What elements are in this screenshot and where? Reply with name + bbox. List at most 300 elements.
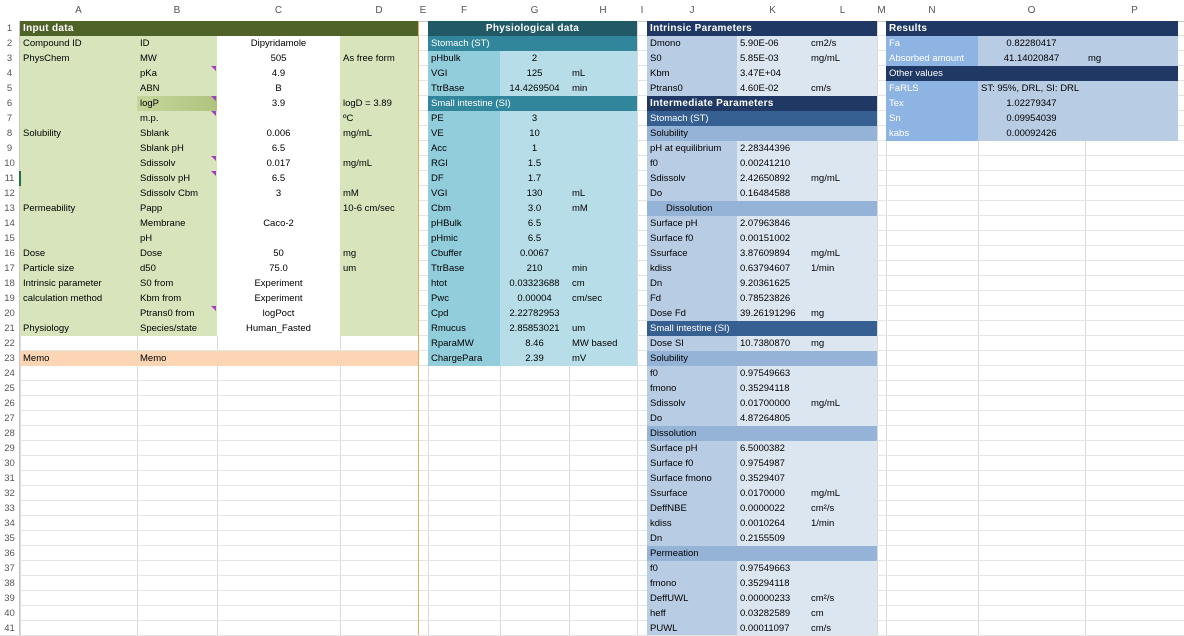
intr-value-cell[interactable]: 0.63794607 (740, 263, 791, 274)
input-category-cell[interactable] (20, 96, 137, 111)
intr-value-cell[interactable]: 0.3529407 (740, 473, 785, 484)
input-category-cell[interactable]: Memo (23, 353, 50, 364)
results-param-cell[interactable]: Absorbed amount (889, 53, 964, 64)
physio-unit-cell[interactable] (569, 171, 637, 186)
input-unit-cell[interactable]: mg (343, 248, 357, 259)
row-header-37[interactable]: 37 (4, 563, 15, 574)
input-value-cell[interactable] (217, 111, 340, 126)
input-category-cell[interactable] (20, 156, 137, 171)
intr-param-cell[interactable]: Surface f0 (650, 458, 694, 469)
input-category-cell[interactable] (20, 186, 137, 201)
row-header-3[interactable]: 3 (6, 53, 13, 64)
input-value-cell[interactable]: 3.9 (271, 98, 286, 109)
column-header-K[interactable]: K (769, 5, 776, 16)
row-header-41[interactable]: 41 (4, 623, 15, 634)
physio-value-cell[interactable]: 3.0 (527, 203, 542, 214)
intr-value-cell[interactable]: 0.0010264 (740, 518, 785, 529)
input-unit-cell[interactable]: mg/mL (343, 158, 373, 169)
physio-value-cell[interactable]: 2.22782953 (509, 308, 560, 319)
input-value-cell[interactable]: 6.5 (271, 173, 286, 184)
intr-param-cell[interactable]: Fd (650, 293, 662, 304)
input-value-cell[interactable]: 75.0 (269, 263, 288, 274)
physio-value-cell[interactable]: 2 (531, 53, 538, 64)
input-unit-cell[interactable] (340, 231, 418, 246)
intr-param-cell[interactable]: f0 (650, 563, 658, 574)
row-header-32[interactable]: 32 (4, 488, 15, 499)
intr-unit-cell[interactable] (808, 471, 877, 486)
intr-unit-cell[interactable]: mg (811, 308, 825, 319)
intr-value-cell[interactable]: 0.00151002 (740, 233, 791, 244)
row-header-6[interactable]: 6 (6, 98, 13, 109)
input-value-cell[interactable]: Caco-2 (263, 218, 294, 229)
row-header-1[interactable]: 1 (6, 23, 13, 34)
input-unit-cell[interactable]: mg/mL (343, 128, 373, 139)
row-header-4[interactable]: 4 (6, 68, 13, 79)
intr-unit-cell[interactable]: cm/s (811, 83, 832, 94)
row-header-8[interactable]: 8 (6, 128, 13, 139)
input-unit-cell[interactable] (340, 216, 418, 231)
physio-unit-cell[interactable] (569, 141, 637, 156)
physio-value-cell[interactable]: 8.46 (525, 338, 544, 349)
column-header-O[interactable]: O (1027, 5, 1036, 16)
intr-unit-cell[interactable]: mg (811, 338, 825, 349)
input-category-cell[interactable]: Intrinsic parameter (23, 278, 102, 289)
physio-unit-cell[interactable]: min (572, 83, 588, 94)
intr-param-cell[interactable]: Ssurface (650, 248, 688, 259)
input-category-cell[interactable] (20, 81, 137, 96)
physio-unit-cell[interactable] (569, 231, 637, 246)
row-header-25[interactable]: 25 (4, 383, 15, 394)
input-category-cell[interactable]: Compound ID (23, 38, 82, 49)
intr-param-cell[interactable]: PUWL (650, 623, 678, 634)
results-value-cell[interactable]: 41.14020847 (1003, 53, 1060, 64)
intr-value-cell[interactable]: 0.9754987 (740, 458, 785, 469)
physio-param-cell[interactable]: htot (431, 278, 447, 289)
input-unit-cell[interactable]: mM (343, 188, 359, 199)
physio-value-cell[interactable]: 6.5 (527, 233, 542, 244)
intr-param-cell[interactable]: heff (650, 608, 666, 619)
row-header-26[interactable]: 26 (4, 398, 15, 409)
row-header-31[interactable]: 31 (4, 473, 15, 484)
results-other-value-cell[interactable]: 0.09954039 (1006, 113, 1057, 124)
input-param-cell[interactable]: Memo (140, 353, 167, 364)
intr-unit-cell[interactable] (808, 456, 877, 471)
row-header-23[interactable]: 23 (4, 353, 15, 364)
row-header-5[interactable]: 5 (6, 83, 13, 94)
intr-unit-cell[interactable] (808, 576, 877, 591)
intr-value-cell[interactable]: 2.28344396 (740, 143, 791, 154)
intr-param-cell[interactable]: Dose Fd (650, 308, 686, 319)
row-header-36[interactable]: 36 (4, 548, 15, 559)
physio-unit-cell[interactable] (569, 111, 637, 126)
input-param-cell[interactable]: Sdissolv pH (140, 173, 191, 184)
row-header-21[interactable]: 21 (4, 323, 15, 334)
physio-value-cell[interactable]: 0.03323688 (509, 278, 560, 289)
intr-param-cell[interactable]: f0 (650, 368, 658, 379)
intr-unit-cell[interactable]: cm²/s (811, 503, 835, 514)
input-param-cell[interactable]: Dose (140, 248, 163, 259)
input-value-cell[interactable]: Experiment (254, 293, 303, 304)
input-param-cell[interactable]: ABN (140, 83, 160, 94)
physio-value-cell[interactable]: 3 (531, 113, 538, 124)
input-param-cell[interactable]: Ptrans0 from (140, 308, 195, 319)
intr-param-cell[interactable]: Sdissolv (650, 398, 686, 409)
intr-param-cell[interactable]: fmono (650, 383, 677, 394)
input-param-cell[interactable]: S0 from (140, 278, 174, 289)
intr-unit-cell[interactable] (808, 366, 877, 381)
input-unit-cell[interactable] (340, 36, 418, 51)
physio-param-cell[interactable]: pHBulk (431, 218, 462, 229)
input-value-cell[interactable]: Experiment (254, 278, 303, 289)
intr-value-cell[interactable]: 3.47E+04 (740, 68, 781, 79)
input-value-cell[interactable]: 4.9 (271, 68, 286, 79)
physio-unit-cell[interactable] (569, 126, 637, 141)
column-header-M[interactable]: M (877, 5, 886, 16)
physio-param-cell[interactable]: Cpd (431, 308, 449, 319)
input-value-cell[interactable]: 3 (275, 188, 282, 199)
physio-value-cell[interactable]: 2.39 (525, 353, 544, 364)
intr-unit-cell[interactable] (808, 231, 877, 246)
intr-value-cell[interactable]: 0.01700000 (740, 398, 791, 409)
intr-param-cell[interactable]: DeffNBE (650, 503, 687, 514)
input-param-cell[interactable]: Kbm from (140, 293, 182, 304)
input-category-cell[interactable] (20, 216, 137, 231)
physio-value-cell[interactable]: 1.7 (527, 173, 542, 184)
physio-unit-cell[interactable]: cm/sec (572, 293, 603, 304)
intr-value-cell[interactable]: 0.97549663 (740, 368, 791, 379)
input-param-cell[interactable]: Sblank pH (140, 143, 184, 154)
row-header-20[interactable]: 20 (4, 308, 15, 319)
row-header-13[interactable]: 13 (4, 203, 15, 214)
physio-value-cell[interactable]: 14.4269504 (509, 83, 560, 94)
input-category-cell[interactable] (20, 231, 137, 246)
physio-param-cell[interactable]: RGI (431, 158, 448, 169)
physio-value-cell[interactable]: 1 (531, 143, 538, 154)
physio-unit-cell[interactable] (569, 216, 637, 231)
physio-param-cell[interactable]: pHbulk (431, 53, 461, 64)
input-category-cell[interactable] (20, 171, 137, 186)
physio-unit-cell[interactable] (569, 156, 637, 171)
intr-param-cell[interactable]: Dmono (650, 38, 681, 49)
physio-unit-cell[interactable]: mV (572, 353, 587, 364)
input-category-cell[interactable]: calculation method (23, 293, 103, 304)
physio-param-cell[interactable]: PE (431, 113, 444, 124)
intr-param-cell[interactable]: Dn (650, 278, 663, 289)
row-header-16[interactable]: 16 (4, 248, 15, 259)
physio-unit-cell[interactable]: cm (572, 278, 585, 289)
input-param-cell[interactable]: Papp (140, 203, 163, 214)
input-unit-cell[interactable] (340, 306, 418, 321)
physio-param-cell[interactable]: Cbuffer (431, 248, 462, 259)
intr-value-cell[interactable]: 0.97549663 (740, 563, 791, 574)
intr-unit-cell[interactable]: cm²/s (811, 593, 835, 604)
intr-value-cell[interactable]: 2.07963846 (740, 218, 791, 229)
intr-value-cell[interactable]: 5.85E-03 (740, 53, 779, 64)
intr-unit-cell[interactable] (808, 531, 877, 546)
intr-unit-cell[interactable]: mg/mL (811, 398, 841, 409)
column-header-L[interactable]: L (839, 5, 846, 16)
row-header-22[interactable]: 22 (4, 338, 15, 349)
intr-value-cell[interactable]: 4.87264805 (740, 413, 791, 424)
results-other-param-cell[interactable]: Sn (889, 113, 901, 124)
input-param-cell[interactable]: d50 (140, 263, 156, 274)
intr-unit-cell[interactable] (808, 381, 877, 396)
physio-param-cell[interactable]: VGI (431, 188, 448, 199)
input-unit-cell[interactable] (340, 276, 418, 291)
intr-param-cell[interactable]: Surface pH (650, 218, 698, 229)
input-param-cell[interactable]: Sblank (140, 128, 170, 139)
intr-unit-cell[interactable]: cm/s (811, 623, 832, 634)
intr-unit-cell[interactable] (808, 561, 877, 576)
intr-unit-cell[interactable]: mg/mL (811, 488, 841, 499)
physio-unit-cell[interactable]: mL (572, 68, 586, 79)
physio-unit-cell[interactable] (569, 51, 637, 66)
physio-unit-cell[interactable]: mM (572, 203, 588, 214)
intr-param-cell[interactable]: Do (650, 413, 663, 424)
input-param-cell[interactable]: logP (140, 98, 160, 109)
results-other-value-cell[interactable]: ST: 95%, DRL, SI: DRL (981, 83, 1080, 94)
input-category-cell[interactable]: Physiology (23, 323, 69, 334)
input-unit-cell[interactable] (340, 321, 418, 336)
input-param-cell[interactable]: pKa (140, 68, 157, 79)
input-value-cell[interactable] (217, 201, 340, 216)
column-header-H[interactable]: H (599, 5, 607, 16)
intr-unit-cell[interactable]: mg/mL (811, 173, 841, 184)
intr-value-cell[interactable]: 0.2155509 (740, 533, 785, 544)
intr-value-cell[interactable]: 0.00241210 (740, 158, 791, 169)
physio-param-cell[interactable]: pHmic (431, 233, 458, 244)
intr-value-cell[interactable]: 0.00000233 (740, 593, 791, 604)
intr-unit-cell[interactable]: mg/mL (811, 53, 841, 64)
physio-unit-cell[interactable]: um (572, 323, 586, 334)
intr-value-cell[interactable]: 0.35294118 (740, 383, 790, 394)
physio-value-cell[interactable]: 6.5 (527, 218, 542, 229)
intr-unit-cell[interactable]: cm (811, 608, 824, 619)
intr-unit-cell[interactable] (808, 186, 877, 201)
input-value-cell[interactable]: 0.017 (266, 158, 291, 169)
input-unit-cell[interactable]: 10-6 cm/sec (343, 203, 395, 214)
results-param-cell[interactable]: Fa (889, 38, 901, 49)
input-param-cell[interactable]: MW (140, 53, 157, 64)
input-value-cell[interactable]: 50 (273, 248, 284, 259)
intr-param-cell[interactable]: kdiss (650, 518, 672, 529)
intr-unit-cell[interactable] (808, 411, 877, 426)
input-value-cell[interactable]: 505 (270, 53, 287, 64)
intr-param-cell[interactable]: Dose SI (650, 338, 684, 349)
intr-param-cell[interactable]: Ssurface (650, 488, 688, 499)
results-other-value-cell[interactable]: 0.00092426 (1006, 128, 1057, 139)
column-header-E[interactable]: E (419, 5, 427, 16)
intr-value-cell[interactable]: 0.0000022 (740, 503, 785, 514)
intr-unit-cell[interactable] (808, 441, 877, 456)
row-header-11[interactable]: 11 (4, 173, 15, 184)
input-unit-cell[interactable] (340, 81, 418, 96)
input-category-cell[interactable]: PhysChem (23, 53, 70, 64)
column-header-B[interactable]: B (173, 5, 181, 16)
intr-unit-cell[interactable] (808, 66, 877, 81)
input-value-cell[interactable]: 6.5 (271, 143, 286, 154)
input-param-cell[interactable]: ID (140, 38, 150, 49)
intr-param-cell[interactable]: Ptrans0 (650, 83, 683, 94)
input-unit-cell[interactable]: logD = 3.89 (343, 98, 392, 109)
intr-value-cell[interactable]: 0.0170000 (740, 488, 785, 499)
results-other-param-cell[interactable]: FaRLS (889, 83, 919, 94)
intr-param-cell[interactable]: Surface fmono (650, 473, 712, 484)
physio-unit-cell[interactable]: mL (572, 188, 586, 199)
intr-param-cell[interactable]: Do (650, 188, 663, 199)
input-category-cell[interactable]: Solubility (23, 128, 62, 139)
input-unit-cell[interactable] (340, 291, 418, 306)
physio-param-cell[interactable]: TtrBase (431, 263, 465, 274)
input-param-cell[interactable]: m.p. (140, 113, 159, 124)
input-value-cell[interactable]: B (275, 83, 282, 94)
physio-unit-cell[interactable]: min (572, 263, 588, 274)
row-header-33[interactable]: 33 (4, 503, 15, 514)
intr-param-cell[interactable]: Dn (650, 533, 663, 544)
physio-value-cell[interactable]: 0.0067 (519, 248, 550, 259)
physio-param-cell[interactable]: Rmucus (431, 323, 466, 334)
intr-param-cell[interactable]: Surface f0 (650, 233, 694, 244)
intr-unit-cell[interactable]: mg/mL (811, 248, 841, 259)
intr-unit-cell[interactable] (808, 141, 877, 156)
physio-param-cell[interactable]: TtrBase (431, 83, 465, 94)
physio-param-cell[interactable]: Pwc (431, 293, 449, 304)
intr-param-cell[interactable]: pH at equilibrium (650, 143, 722, 154)
intr-value-cell[interactable]: 9.20361625 (740, 278, 791, 289)
row-header-35[interactable]: 35 (4, 533, 15, 544)
row-header-7[interactable]: 7 (6, 113, 13, 124)
input-unit-cell[interactable]: um (343, 263, 357, 274)
input-param-cell[interactable]: Membrane (140, 218, 186, 229)
intr-param-cell[interactable]: Sdissolv (650, 173, 686, 184)
intr-unit-cell[interactable]: 1/min (811, 518, 835, 529)
physio-param-cell[interactable]: VGI (431, 68, 448, 79)
intr-unit-cell[interactable] (808, 216, 877, 231)
input-param-cell[interactable]: pH (140, 233, 153, 244)
row-header-34[interactable]: 34 (4, 518, 15, 529)
intr-value-cell[interactable]: 39.26191296 (740, 308, 796, 319)
intr-unit-cell[interactable] (808, 291, 877, 306)
physio-param-cell[interactable]: Cbm (431, 203, 452, 214)
row-header-30[interactable]: 30 (4, 458, 15, 469)
column-header-D[interactable]: D (375, 5, 383, 16)
column-header-A[interactable]: A (75, 5, 82, 16)
intr-param-cell[interactable]: Kbm (650, 68, 670, 79)
row-header-40[interactable]: 40 (4, 608, 15, 619)
physio-value-cell[interactable]: 0.00004 (517, 293, 552, 304)
row-header-29[interactable]: 29 (4, 443, 15, 454)
intr-value-cell[interactable]: 4.60E-02 (740, 83, 779, 94)
input-unit-cell[interactable] (340, 171, 418, 186)
input-unit-cell[interactable] (340, 141, 418, 156)
column-header-C[interactable]: C (274, 5, 283, 16)
input-category-cell[interactable] (20, 306, 137, 321)
input-value-cell[interactable]: Human_Fasted (246, 323, 311, 334)
intr-unit-cell[interactable]: 1/min (811, 263, 835, 274)
intr-value-cell[interactable]: 0.35294118 (740, 578, 790, 589)
row-header-28[interactable]: 28 (4, 428, 15, 439)
row-header-19[interactable]: 19 (4, 293, 15, 304)
physio-value-cell[interactable]: 10 (529, 128, 540, 139)
column-header-F[interactable]: F (460, 5, 468, 16)
intr-param-cell[interactable]: f0 (650, 158, 658, 169)
results-value-cell[interactable]: 0.82280417 (1006, 38, 1057, 49)
column-header-J[interactable]: J (689, 5, 695, 16)
row-header-27[interactable]: 27 (4, 413, 15, 424)
intr-value-cell[interactable]: 0.03282589 (740, 608, 791, 619)
input-unit-cell[interactable]: ºC (343, 113, 354, 124)
input-value-cell[interactable] (217, 231, 340, 246)
column-header-I[interactable]: I (640, 5, 644, 16)
input-category-cell[interactable]: Particle size (23, 263, 75, 274)
input-unit-cell[interactable]: As free form (343, 53, 395, 64)
intr-value-cell[interactable]: 2.42650892 (740, 173, 791, 184)
intr-value-cell[interactable]: 5.90E-06 (740, 38, 779, 49)
intr-param-cell[interactable]: fmono (650, 578, 677, 589)
physio-param-cell[interactable]: Acc (431, 143, 447, 154)
results-other-value-cell[interactable]: 1.02279347 (1006, 98, 1057, 109)
row-header-24[interactable]: 24 (4, 368, 15, 379)
physio-param-cell[interactable]: DF (431, 173, 444, 184)
physio-param-cell[interactable]: ChargePara (431, 353, 483, 364)
row-header-2[interactable]: 2 (6, 38, 13, 49)
column-header-G[interactable]: G (530, 5, 539, 16)
physio-unit-cell[interactable]: MW based (572, 338, 618, 349)
intr-param-cell[interactable]: DeffUWL (650, 593, 689, 604)
intr-param-cell[interactable]: S0 (650, 53, 662, 64)
physio-param-cell[interactable]: VE (431, 128, 444, 139)
intr-value-cell[interactable]: 3.87609894 (740, 248, 791, 259)
physio-param-cell[interactable]: RparaMW (431, 338, 474, 349)
physio-unit-cell[interactable] (569, 306, 637, 321)
input-category-cell[interactable]: Permeability (23, 203, 76, 214)
results-other-param-cell[interactable]: Tex (889, 98, 904, 109)
row-header-14[interactable]: 14 (4, 218, 15, 229)
input-param-cell[interactable]: Sdissolv Cbm (140, 188, 199, 199)
intr-param-cell[interactable]: Surface pH (650, 443, 698, 454)
row-header-10[interactable]: 10 (4, 158, 15, 169)
row-header-9[interactable]: 9 (6, 143, 13, 154)
physio-value-cell[interactable]: 1.5 (527, 158, 542, 169)
row-header-15[interactable]: 15 (4, 233, 15, 244)
intr-unit-cell[interactable] (808, 276, 877, 291)
intr-value-cell[interactable]: 0.78523826 (740, 293, 791, 304)
input-value-cell[interactable]: 0.006 (266, 128, 291, 139)
results-unit-cell[interactable] (1085, 36, 1184, 51)
input-category-cell[interactable] (20, 66, 137, 81)
intr-unit-cell[interactable]: cm2/s (811, 38, 837, 49)
physio-unit-cell[interactable] (569, 246, 637, 261)
input-value-cell[interactable]: Dipyridamole (250, 38, 307, 49)
input-param-cell[interactable]: Sdissolv (140, 158, 176, 169)
input-category-cell[interactable] (20, 141, 137, 156)
intr-value-cell[interactable]: 0.00011097 (740, 623, 790, 634)
row-header-39[interactable]: 39 (4, 593, 15, 604)
row-header-38[interactable]: 38 (4, 578, 15, 589)
row-header-17[interactable]: 17 (4, 263, 15, 274)
results-other-param-cell[interactable]: kabs (889, 128, 910, 139)
input-value-cell[interactable]: logPoct (262, 308, 295, 319)
physio-value-cell[interactable]: 130 (526, 188, 543, 199)
input-category-cell[interactable]: Dose (23, 248, 46, 259)
intr-value-cell[interactable]: 6.5000382 (740, 443, 785, 454)
intr-value-cell[interactable]: 10.7380870 (740, 338, 791, 349)
column-header-N[interactable]: N (928, 5, 936, 16)
row-header-12[interactable]: 12 (4, 188, 15, 199)
intr-param-cell[interactable]: kdiss (650, 263, 672, 274)
results-unit-cell[interactable]: mg (1088, 53, 1102, 64)
intr-unit-cell[interactable] (808, 156, 877, 171)
